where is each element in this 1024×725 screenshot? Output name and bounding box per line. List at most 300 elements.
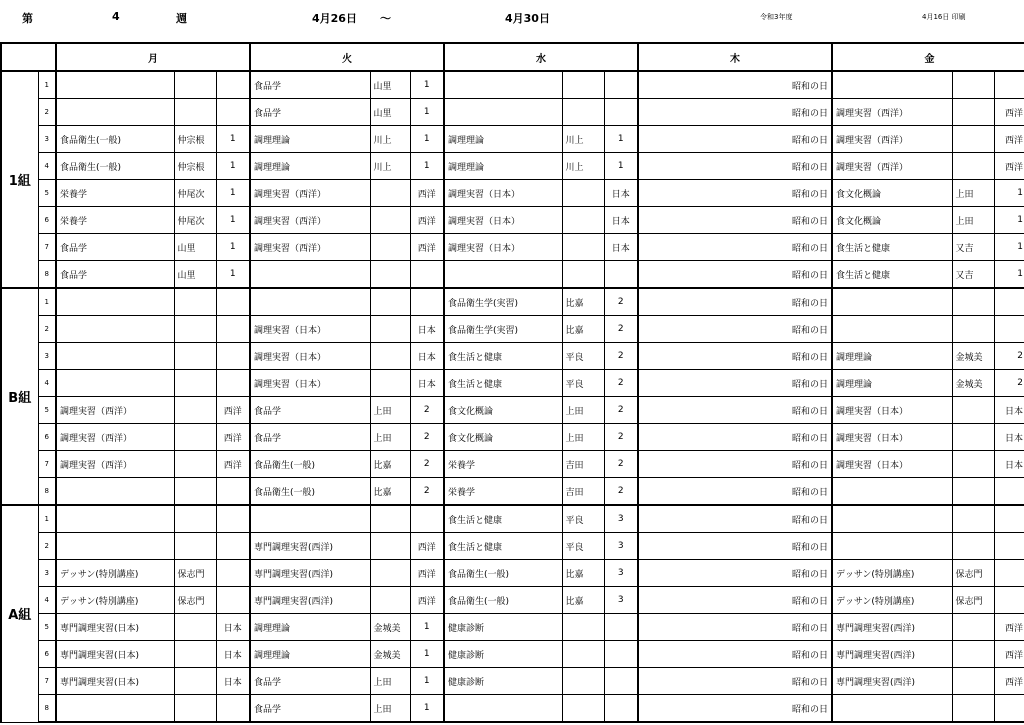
period-row [1, 71, 1024, 99]
holiday-cell: 昭和の日 [638, 180, 832, 207]
subject-cell: 調理理論 [250, 153, 370, 180]
period-number: 3 [38, 560, 56, 587]
room-cell [604, 99, 638, 126]
subject-cell: 食品学 [250, 99, 370, 126]
teacher-cell: 川上 [562, 153, 604, 180]
teacher-cell: 上田 [370, 668, 410, 695]
teacher-cell: 仲尾次 [174, 207, 216, 234]
room-cell: 1 [994, 207, 1024, 234]
room-cell: 西洋 [216, 424, 250, 451]
holiday-cell: 昭和の日 [638, 668, 832, 695]
holiday-cell: 昭和の日 [638, 71, 832, 99]
room-cell: 西洋 [994, 126, 1024, 153]
subject-cell: 調理実習（日本） [832, 397, 952, 424]
week-number: 4 [112, 10, 120, 23]
subject-cell: 調理理論 [250, 641, 370, 668]
subject-cell: 食文化概論 [444, 397, 562, 424]
subject-cell: 調理理論 [832, 343, 952, 370]
room-cell: 日本 [604, 234, 638, 261]
teacher-cell [562, 99, 604, 126]
period-number: 8 [38, 695, 56, 723]
subject-cell: 健康診断 [444, 668, 562, 695]
subject-cell: 食品衛生(一般) [250, 478, 370, 506]
holiday-cell: 昭和の日 [638, 397, 832, 424]
teacher-cell: 金城美 [370, 641, 410, 668]
teacher-cell: 平良 [562, 343, 604, 370]
period-number: 4 [38, 370, 56, 397]
room-cell: 2 [604, 370, 638, 397]
period-number: 7 [38, 668, 56, 695]
period-number: 2 [38, 316, 56, 343]
subject-cell [56, 99, 174, 126]
room-cell [994, 316, 1024, 343]
room-cell: 2 [604, 316, 638, 343]
room-cell: 2 [604, 343, 638, 370]
teacher-cell: 比嘉 [370, 451, 410, 478]
period-row [1, 424, 1024, 451]
subject-cell: 調理理論 [250, 614, 370, 641]
room-cell [216, 560, 250, 587]
subject-cell [444, 71, 562, 99]
teacher-cell [370, 234, 410, 261]
subject-cell: デッサン(特別講座) [56, 560, 174, 587]
subject-cell [250, 288, 370, 316]
subject-cell: 調理実習（日本） [250, 316, 370, 343]
room-cell: 1 [604, 126, 638, 153]
period-row [1, 343, 1024, 370]
room-cell: 2 [410, 424, 444, 451]
room-cell: 2 [410, 397, 444, 424]
period-number: 8 [38, 261, 56, 289]
subject-cell: 調理実習（日本） [444, 207, 562, 234]
teacher-cell [174, 99, 216, 126]
subject-cell [250, 261, 370, 289]
date-range-tilde: ～ [380, 12, 391, 25]
subject-cell: 調理実習（日本） [832, 451, 952, 478]
room-cell [604, 614, 638, 641]
subject-cell [56, 695, 174, 723]
subject-cell: 栄養学 [56, 207, 174, 234]
period-row [1, 560, 1024, 587]
room-cell [410, 261, 444, 289]
end-date: 4月30日 [505, 12, 550, 25]
period-row [1, 207, 1024, 234]
subject-cell [832, 533, 952, 560]
teacher-cell: 金城美 [370, 614, 410, 641]
teacher-cell: 平良 [562, 533, 604, 560]
period-number: 3 [38, 343, 56, 370]
room-cell: 1 [216, 180, 250, 207]
room-cell: 西洋 [216, 451, 250, 478]
subject-cell: 食品学 [250, 695, 370, 723]
start-date: 4月26日 [312, 12, 357, 25]
holiday-cell: 昭和の日 [638, 533, 832, 560]
holiday-cell: 昭和の日 [638, 288, 832, 316]
period-row [1, 668, 1024, 695]
subject-cell: 専門調理実習(西洋) [250, 587, 370, 614]
room-cell: 1 [410, 126, 444, 153]
teacher-cell: 保志門 [952, 560, 994, 587]
subject-cell: 調理理論 [444, 126, 562, 153]
teacher-cell: 上田 [370, 424, 410, 451]
teacher-cell [174, 343, 216, 370]
subject-cell: 専門調理実習(西洋) [250, 560, 370, 587]
day-header-4: 金 [832, 43, 1024, 71]
teacher-cell [952, 641, 994, 668]
teacher-cell: 仲尾次 [174, 180, 216, 207]
period-row [1, 99, 1024, 126]
holiday-cell: 昭和の日 [638, 614, 832, 641]
fiscal-year: 令和3年度 [760, 13, 793, 21]
subject-cell: 調理実習（西洋） [250, 207, 370, 234]
holiday-cell: 昭和の日 [638, 343, 832, 370]
period-row [1, 641, 1024, 668]
period-row [1, 533, 1024, 560]
period-number: 6 [38, 641, 56, 668]
holiday-cell: 昭和の日 [638, 316, 832, 343]
subject-cell: 調理実習（西洋） [832, 126, 952, 153]
subject-cell: 調理実習（西洋） [56, 397, 174, 424]
subject-cell [56, 533, 174, 560]
period-number: 7 [38, 451, 56, 478]
teacher-cell: 川上 [370, 126, 410, 153]
subject-cell [56, 316, 174, 343]
room-cell: 2 [410, 451, 444, 478]
teacher-cell: 金城美 [952, 370, 994, 397]
room-cell: 西洋 [994, 641, 1024, 668]
subject-cell: 食品学 [250, 71, 370, 99]
subject-cell [444, 695, 562, 723]
period-row [1, 505, 1024, 533]
subject-cell: 調理実習（日本） [444, 234, 562, 261]
period-row [1, 614, 1024, 641]
subject-cell: 食品衛生(一般) [56, 126, 174, 153]
room-cell: 西洋 [410, 560, 444, 587]
room-cell [216, 99, 250, 126]
teacher-cell [370, 316, 410, 343]
teacher-cell [174, 505, 216, 533]
teacher-cell [370, 288, 410, 316]
subject-cell: 調理実習（西洋） [832, 153, 952, 180]
room-cell: 西洋 [410, 234, 444, 261]
teacher-cell [562, 695, 604, 723]
subject-cell: 専門調理実習(日本) [56, 614, 174, 641]
teacher-cell: 比嘉 [562, 316, 604, 343]
room-cell [216, 505, 250, 533]
day-header-0: 月 [56, 43, 250, 71]
subject-cell: 調理理論 [832, 370, 952, 397]
teacher-cell: 川上 [370, 153, 410, 180]
period-row [1, 451, 1024, 478]
holiday-cell: 昭和の日 [638, 695, 832, 723]
room-cell: 2 [604, 451, 638, 478]
teacher-cell [370, 587, 410, 614]
room-cell: 日本 [994, 424, 1024, 451]
teacher-cell [174, 695, 216, 723]
room-cell: 3 [604, 560, 638, 587]
teacher-cell [562, 71, 604, 99]
period-number: 5 [38, 180, 56, 207]
subject-cell [56, 343, 174, 370]
subject-cell: 食品学 [250, 668, 370, 695]
teacher-cell: 平良 [562, 370, 604, 397]
subject-cell: 専門調理実習(西洋) [250, 533, 370, 560]
teacher-cell [174, 424, 216, 451]
room-cell: 日本 [410, 370, 444, 397]
teacher-cell [952, 424, 994, 451]
subject-cell: 専門調理実習(日本) [56, 641, 174, 668]
room-cell: 日本 [216, 614, 250, 641]
subject-cell: 専門調理実習(日本) [56, 668, 174, 695]
subject-cell: 食品衛生(一般) [444, 560, 562, 587]
period-number: 8 [38, 478, 56, 506]
teacher-cell [952, 71, 994, 99]
teacher-cell [952, 126, 994, 153]
room-cell [994, 695, 1024, 723]
teacher-cell [952, 316, 994, 343]
subject-cell: 食生活と健康 [444, 505, 562, 533]
teacher-cell [952, 153, 994, 180]
period-row [1, 234, 1024, 261]
teacher-cell: 又吉 [952, 234, 994, 261]
subject-cell: デッサン(特別講座) [832, 587, 952, 614]
room-cell [410, 288, 444, 316]
teacher-cell: 金城美 [952, 343, 994, 370]
room-cell [994, 505, 1024, 533]
subject-cell: 健康診断 [444, 641, 562, 668]
holiday-cell: 昭和の日 [638, 478, 832, 506]
teacher-cell: 比嘉 [562, 288, 604, 316]
teacher-cell [952, 668, 994, 695]
period-row [1, 180, 1024, 207]
period-number: 5 [38, 397, 56, 424]
room-cell: 西洋 [994, 668, 1024, 695]
room-cell: 1 [994, 261, 1024, 289]
subject-cell: 調理理論 [444, 153, 562, 180]
subject-cell: 健康診断 [444, 614, 562, 641]
subject-cell: 栄養学 [444, 451, 562, 478]
teacher-cell: 吉田 [562, 478, 604, 506]
room-cell: 1 [216, 234, 250, 261]
subject-cell: 食品学 [250, 397, 370, 424]
period-number: 1 [38, 505, 56, 533]
subject-cell: 食品学 [56, 261, 174, 289]
room-cell: 西洋 [410, 587, 444, 614]
subject-cell: 食文化概論 [444, 424, 562, 451]
teacher-cell: 山里 [174, 234, 216, 261]
period-row [1, 370, 1024, 397]
week-suffix: 週 [176, 12, 187, 25]
room-cell: 日本 [216, 641, 250, 668]
holiday-cell: 昭和の日 [638, 587, 832, 614]
room-cell: 2 [410, 478, 444, 506]
period-row [1, 153, 1024, 180]
holiday-cell: 昭和の日 [638, 207, 832, 234]
subject-cell: 食文化概論 [832, 207, 952, 234]
teacher-cell [952, 99, 994, 126]
room-cell: 日本 [994, 397, 1024, 424]
teacher-cell: 比嘉 [370, 478, 410, 506]
teacher-cell [370, 370, 410, 397]
holiday-cell: 昭和の日 [638, 451, 832, 478]
teacher-cell [174, 370, 216, 397]
room-cell: 1 [410, 99, 444, 126]
teacher-cell: 山里 [370, 71, 410, 99]
room-cell [216, 370, 250, 397]
subject-cell: 栄養学 [444, 478, 562, 506]
teacher-cell: 保志門 [174, 587, 216, 614]
room-cell [216, 478, 250, 506]
period-number: 7 [38, 234, 56, 261]
room-cell: 日本 [604, 180, 638, 207]
timetable-body [1, 43, 1024, 722]
subject-cell [832, 316, 952, 343]
room-cell: 西洋 [410, 207, 444, 234]
room-cell: 日本 [604, 207, 638, 234]
room-cell [604, 641, 638, 668]
teacher-cell: 保志門 [174, 560, 216, 587]
period-number: 4 [38, 153, 56, 180]
teacher-cell: 保志門 [952, 587, 994, 614]
room-cell: 2 [604, 424, 638, 451]
period-number: 5 [38, 614, 56, 641]
room-cell [994, 560, 1024, 587]
teacher-cell [562, 614, 604, 641]
period-row [1, 397, 1024, 424]
teacher-cell [562, 261, 604, 289]
teacher-cell [174, 451, 216, 478]
subject-cell [56, 71, 174, 99]
subject-cell: 調理実習（西洋） [832, 99, 952, 126]
room-cell [216, 533, 250, 560]
teacher-cell: 又吉 [952, 261, 994, 289]
day-header-2: 水 [444, 43, 638, 71]
room-cell [604, 261, 638, 289]
room-cell [994, 71, 1024, 99]
subject-cell: 食品学 [250, 424, 370, 451]
subject-cell [444, 261, 562, 289]
subject-cell: 食生活と健康 [444, 370, 562, 397]
teacher-cell: 上田 [370, 397, 410, 424]
teacher-cell: 吉田 [562, 451, 604, 478]
room-cell: 1 [410, 668, 444, 695]
holiday-cell: 昭和の日 [638, 370, 832, 397]
subject-cell: 調理実習（西洋） [250, 234, 370, 261]
room-cell: 西洋 [410, 533, 444, 560]
room-cell [410, 505, 444, 533]
period-number: 6 [38, 207, 56, 234]
room-cell: 日本 [410, 343, 444, 370]
sheet-header [0, 0, 1024, 42]
period-number: 6 [38, 424, 56, 451]
subject-cell: デッサン(特別講座) [56, 587, 174, 614]
room-cell: 2 [994, 370, 1024, 397]
timetable-grid [0, 42, 1024, 723]
period-row [1, 316, 1024, 343]
subject-cell: 食品衛生学(実習) [444, 316, 562, 343]
subject-cell: 食生活と健康 [832, 234, 952, 261]
room-cell [994, 587, 1024, 614]
room-cell [604, 695, 638, 723]
holiday-cell: 昭和の日 [638, 99, 832, 126]
teacher-cell: 上田 [952, 180, 994, 207]
period-row [1, 261, 1024, 289]
teacher-cell: 比嘉 [562, 587, 604, 614]
teacher-cell [174, 478, 216, 506]
teacher-cell [562, 641, 604, 668]
subject-cell: 専門調理実習(西洋) [832, 641, 952, 668]
teacher-cell: 上田 [370, 695, 410, 723]
subject-cell: 食品学 [56, 234, 174, 261]
print-date: 4月16日 印刷 [922, 13, 966, 21]
room-cell [216, 71, 250, 99]
room-cell: 1 [216, 207, 250, 234]
holiday-cell: 昭和の日 [638, 234, 832, 261]
teacher-cell [370, 180, 410, 207]
teacher-cell [562, 180, 604, 207]
subject-cell: 食品衛生(一般) [250, 451, 370, 478]
teacher-cell [952, 288, 994, 316]
period-row [1, 695, 1024, 723]
teacher-cell [370, 261, 410, 289]
teacher-cell [174, 533, 216, 560]
holiday-cell: 昭和の日 [638, 424, 832, 451]
period-number: 2 [38, 533, 56, 560]
subject-cell: 調理実習（日本） [832, 424, 952, 451]
group-label: 1組 [1, 71, 38, 288]
room-cell: 2 [604, 478, 638, 506]
subject-cell: 食生活と健康 [832, 261, 952, 289]
room-cell: 日本 [410, 316, 444, 343]
subject-cell [250, 505, 370, 533]
room-cell: 1 [410, 71, 444, 99]
teacher-cell: 上田 [562, 424, 604, 451]
teacher-cell [174, 641, 216, 668]
teacher-cell [174, 397, 216, 424]
teacher-cell [952, 533, 994, 560]
room-cell [216, 343, 250, 370]
room-cell [216, 288, 250, 316]
teacher-cell [562, 207, 604, 234]
teacher-cell: 山里 [174, 261, 216, 289]
room-cell: 西洋 [994, 614, 1024, 641]
subject-cell: 栄養学 [56, 180, 174, 207]
subject-cell [56, 288, 174, 316]
room-cell: 2 [604, 397, 638, 424]
subject-cell: 専門調理実習(西洋) [832, 668, 952, 695]
period-number: 3 [38, 126, 56, 153]
teacher-cell: 仲宗根 [174, 153, 216, 180]
room-cell [604, 668, 638, 695]
room-cell: 1 [216, 261, 250, 289]
period-row [1, 288, 1024, 316]
teacher-cell: 比嘉 [562, 560, 604, 587]
period-number: 4 [38, 587, 56, 614]
room-cell: 西洋 [410, 180, 444, 207]
room-cell: 3 [604, 587, 638, 614]
subject-cell: デッサン(特別講座) [832, 560, 952, 587]
room-cell: 3 [604, 533, 638, 560]
subject-cell: 食生活と健康 [444, 343, 562, 370]
subject-cell: 調理理論 [250, 126, 370, 153]
subject-cell: 調理実習（西洋） [250, 180, 370, 207]
teacher-cell [952, 695, 994, 723]
holiday-cell: 昭和の日 [638, 560, 832, 587]
teacher-cell [952, 478, 994, 506]
teacher-cell: 上田 [562, 397, 604, 424]
teacher-cell [370, 505, 410, 533]
room-cell: 1 [994, 180, 1024, 207]
